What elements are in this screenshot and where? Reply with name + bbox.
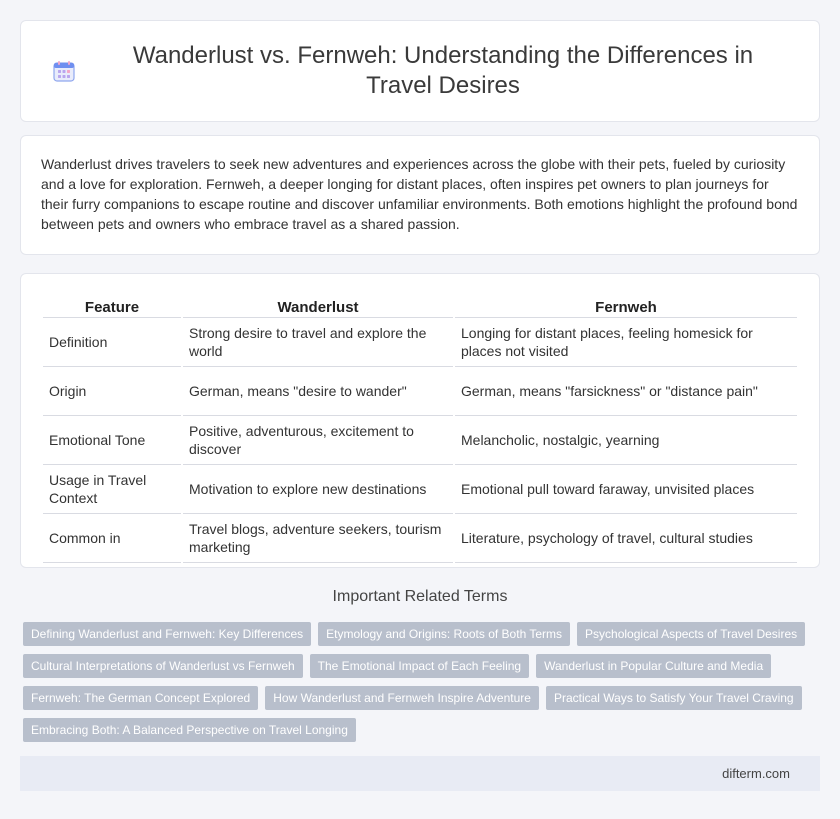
table-row [43,367,797,416]
related-tags [20,622,820,750]
fernweh-cell: German, means "farsickness" or "distance pain" [455,367,797,416]
fernweh-cell: Melancholic, nostalgic, yearning [455,416,797,465]
fernweh-cell: Literature, psychology of travel, cultural studies [455,514,797,563]
feature-cell: Definition [43,318,181,367]
feature-cell: Origin [43,367,181,416]
related-tag-link[interactable]: How Wanderlust and Fernweh Inspire Adventure [265,686,539,710]
column-header-wanderlust: Wanderlust [183,294,453,318]
intro-paragraph: Wanderlust drives travelers to seek new adventures and experiences across the globe with their pets, fueled by curiosity and a love for exploration. Fernweh, a deeper longing for distant places, often inspires pet owners to plan journeys for their furry companions to escape routine and discover unfamiliar environments. Both emotions highlight the profound bond between pets and owners who embrace travel as a shared passion. [41,156,798,232]
table-row [43,318,797,367]
footer [20,756,820,791]
related-tag-link[interactable]: Wanderlust in Popular Culture and Media [536,654,771,678]
feature-cell: Common in [43,514,181,563]
feature-cell: Emotional Tone [43,416,181,465]
calendar-icon [52,59,76,83]
related-tag-link[interactable]: Psychological Aspects of Travel Desires [577,622,805,646]
feature-cell: Usage in Travel Context [43,465,181,514]
related-tag-link[interactable]: Practical Ways to Satisfy Your Travel Craving [546,686,802,710]
wanderlust-cell: Motivation to explore new destinations [183,465,453,514]
fernweh-cell: Emotional pull toward faraway, unvisited places [455,465,797,514]
fernweh-cell: Longing for distant places, feeling homesick for places not visited [455,318,797,367]
related-terms-title: Important Related Terms [332,588,508,605]
column-header-feature: Feature [43,294,181,318]
table-row [43,416,797,465]
comparison-card [20,273,820,568]
related-tag-link[interactable]: Fernweh: The German Concept Explored [23,686,258,710]
related-tag-link[interactable]: Etymology and Origins: Roots of Both Terms [318,622,570,646]
comparison-table [41,294,799,563]
table-row [43,514,797,563]
table-header-row [43,294,797,318]
intro-card [20,135,820,255]
wanderlust-cell: Travel blogs, adventure seekers, tourism marketing [183,514,453,563]
header [52,41,788,101]
related-tag-link[interactable]: Cultural Interpretations of Wanderlust vs Fernweh [23,654,303,678]
table-row [43,465,797,514]
related-tag-link[interactable]: Embracing Both: A Balanced Perspective on Travel Longing [23,718,356,742]
wanderlust-cell: German, means "desire to wander" [183,367,453,416]
related-tag-link[interactable]: The Emotional Impact of Each Feeling [310,654,529,678]
column-header-fernweh: Fernweh [455,294,797,318]
site-link[interactable]: difterm.com [722,766,790,781]
header-card [20,20,820,122]
wanderlust-cell: Positive, adventurous, excitement to discover [183,416,453,465]
page-title: Wanderlust vs. Fernweh: Understanding the Differences in Travel Desires [132,42,754,99]
related-tag-link[interactable]: Defining Wanderlust and Fernweh: Key Differences [23,622,311,646]
wanderlust-cell: Strong desire to travel and explore the world [183,318,453,367]
